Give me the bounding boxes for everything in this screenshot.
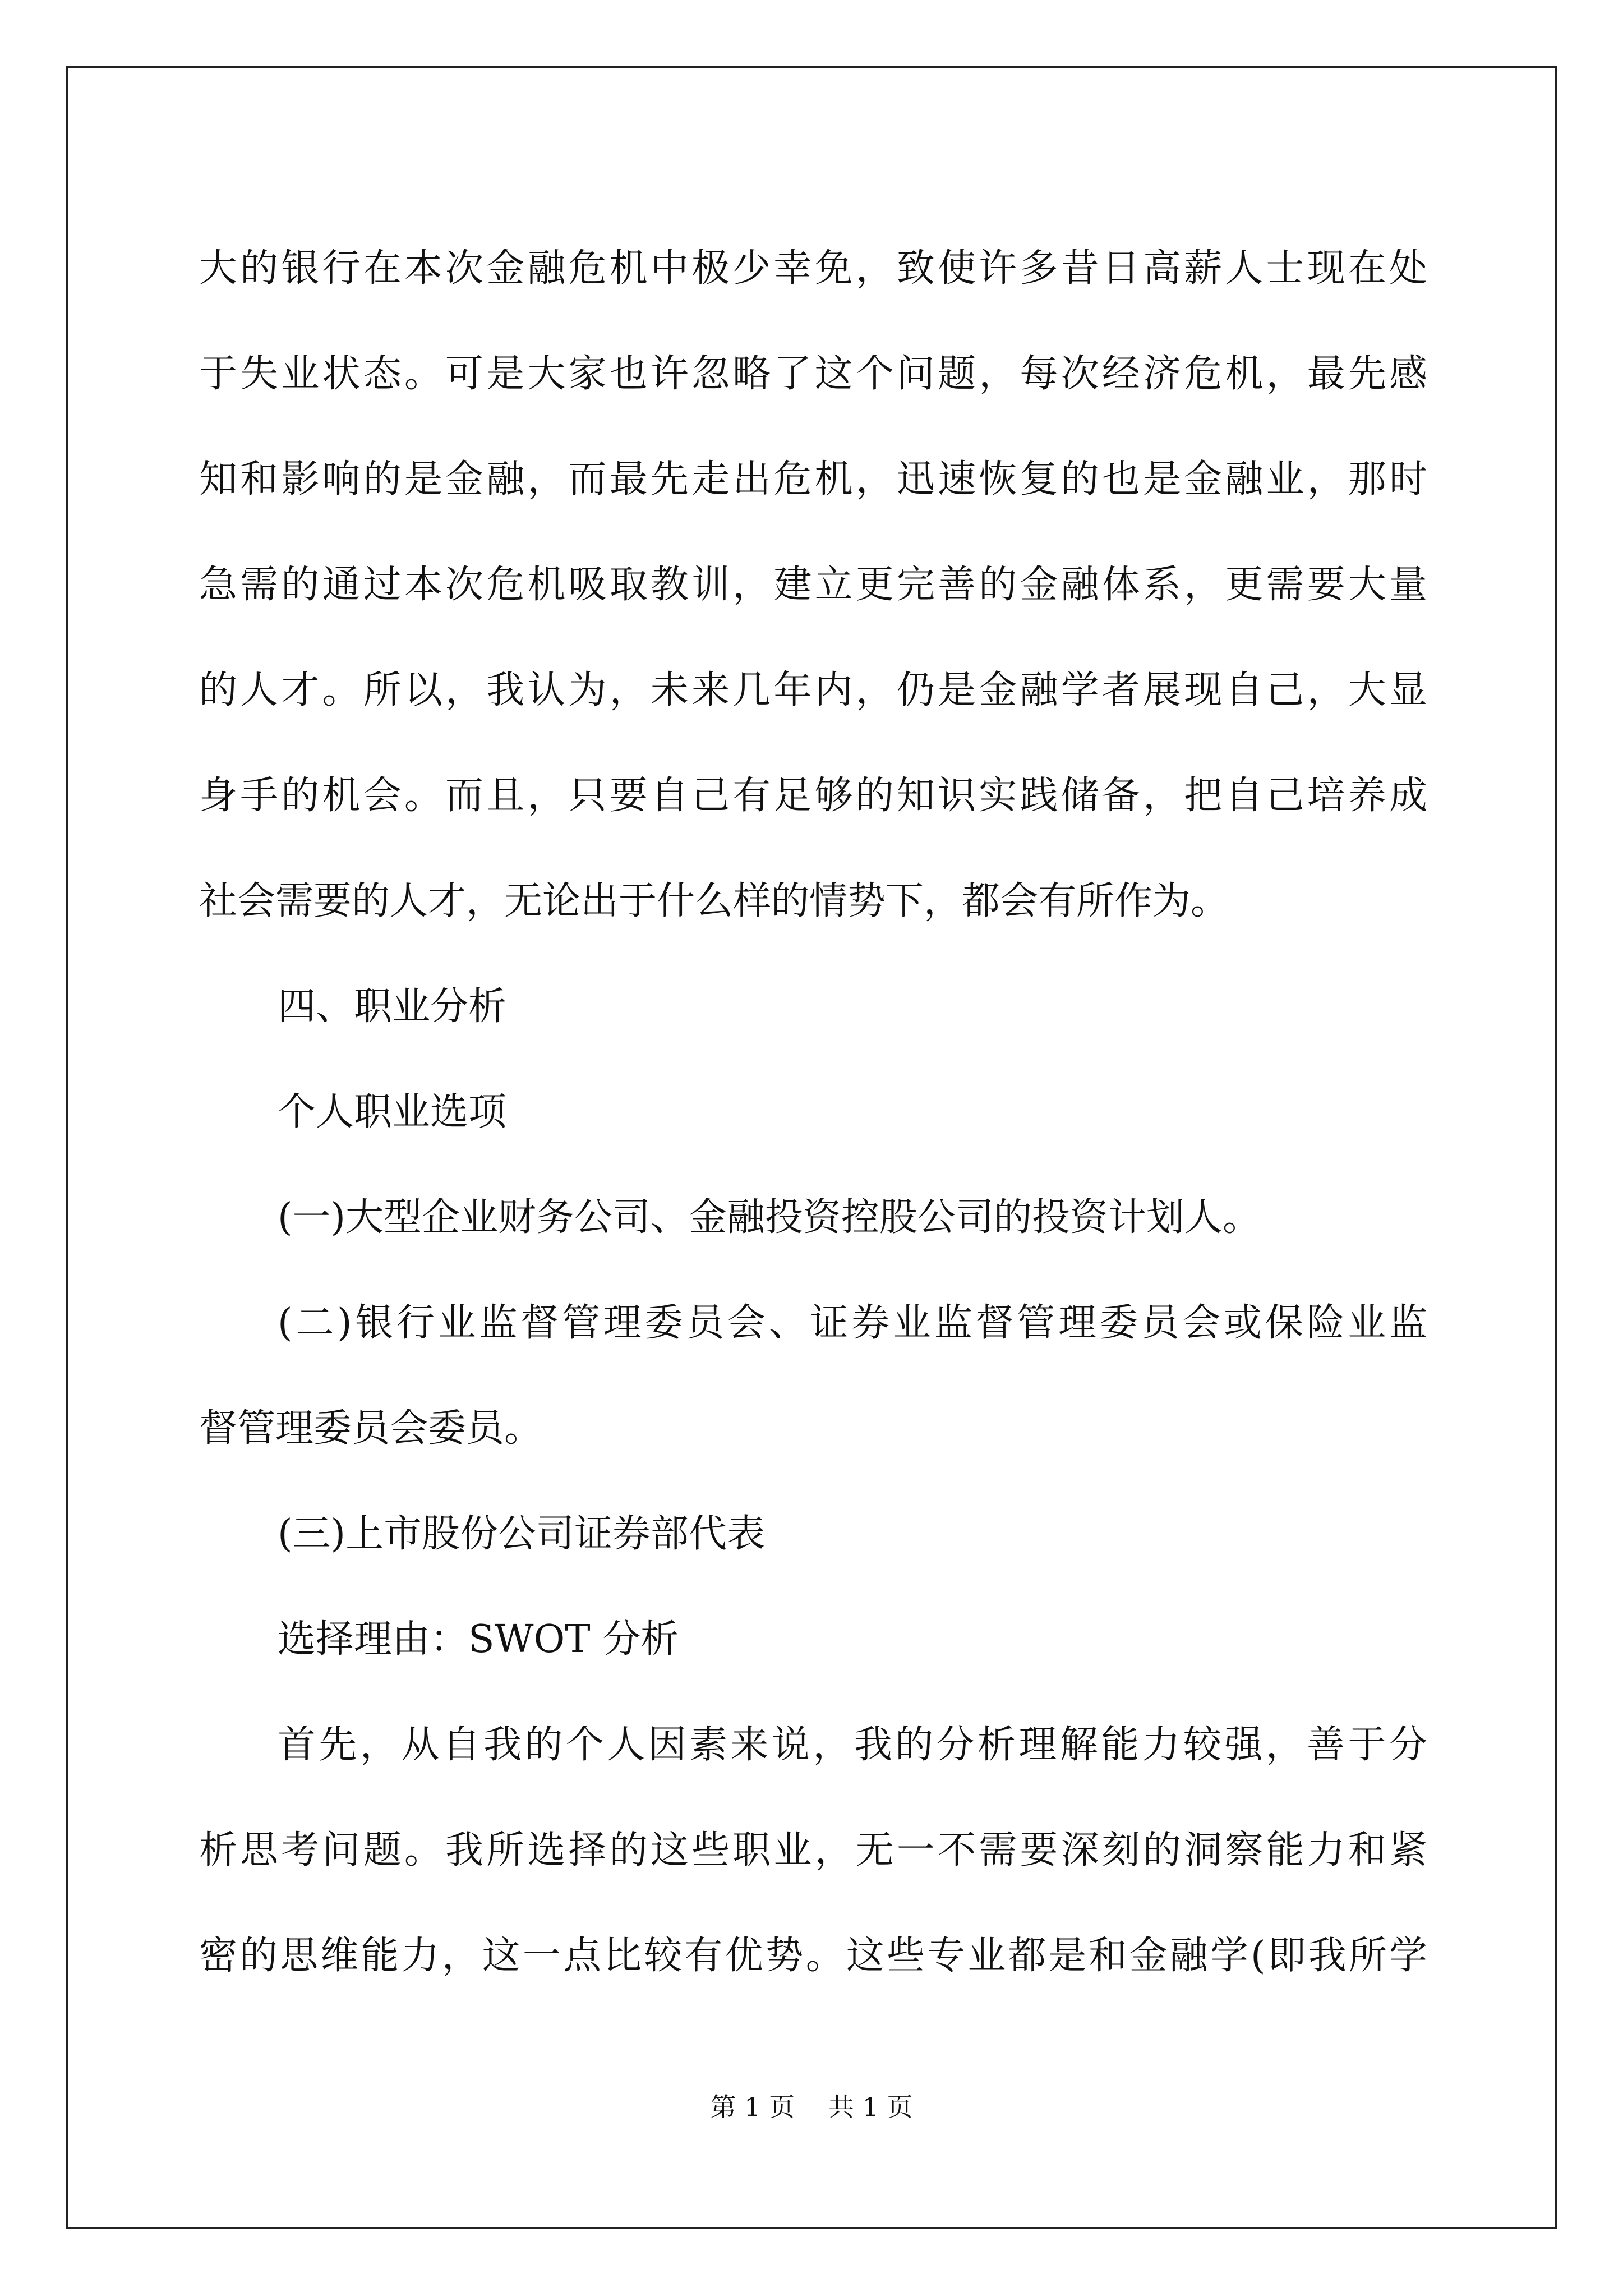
- page-number: 第 1 页: [710, 2092, 795, 2122]
- page-total: 共 1 页: [828, 2092, 913, 2122]
- list-item: (三)上市股份公司证券部代表: [278, 1512, 766, 1556]
- list-item: (二)银行业监督管理委员会、证券业监督管理委员会或保险业监: [278, 1301, 1427, 1345]
- subheading: 个人职业选项: [278, 1090, 507, 1134]
- text-line: 急需的通过本次危机吸取教训，建立更完善的金融体系，更需要大量: [199, 563, 1427, 607]
- text-line: 首先，从自我的个人因素来说，我的分析理解能力较强，善于分: [278, 1723, 1427, 1767]
- text-line: 于失业状态。可是大家也许忽略了这个问题，每次经济危机，最先感: [199, 352, 1427, 396]
- text-line: 身手的机会。而且，只要自己有足够的知识实践储备，把自己培养成: [199, 774, 1427, 818]
- text-line: 析思考问题。我所选择的这些职业，无一不需要深刻的洞察能力和紧: [199, 1828, 1427, 1872]
- text-line: 大的银行在本次金融危机中极少幸免，致使许多昔日高薪人士现在处: [199, 246, 1427, 291]
- text-line: 知和影响的是金融，而最先走出危机，迅速恢复的也是金融业，那时: [199, 457, 1427, 501]
- text-line: 社会需要的人才，无论出于什么样的情势下，都会有所作为。: [199, 879, 1229, 923]
- subheading: 选择理由：SWOT 分析: [278, 1617, 679, 1662]
- page-footer: [0, 2087, 1623, 2124]
- list-item-continuation: 督管理委员会委员。: [199, 1406, 543, 1451]
- section-heading: 四、职业分析: [278, 984, 507, 1029]
- text-line: 密的思维能力，这一点比较有优势。这些专业都是和金融学(即我所学: [199, 1934, 1427, 1978]
- document-body: [199, 216, 1427, 2009]
- text-line: 的人才。所以，我认为，未来几年内，仍是金融学者展现自己，大显: [199, 668, 1427, 712]
- list-item: (一)大型企业财务公司、金融投资控股公司的投资计划人。: [278, 1195, 1261, 1240]
